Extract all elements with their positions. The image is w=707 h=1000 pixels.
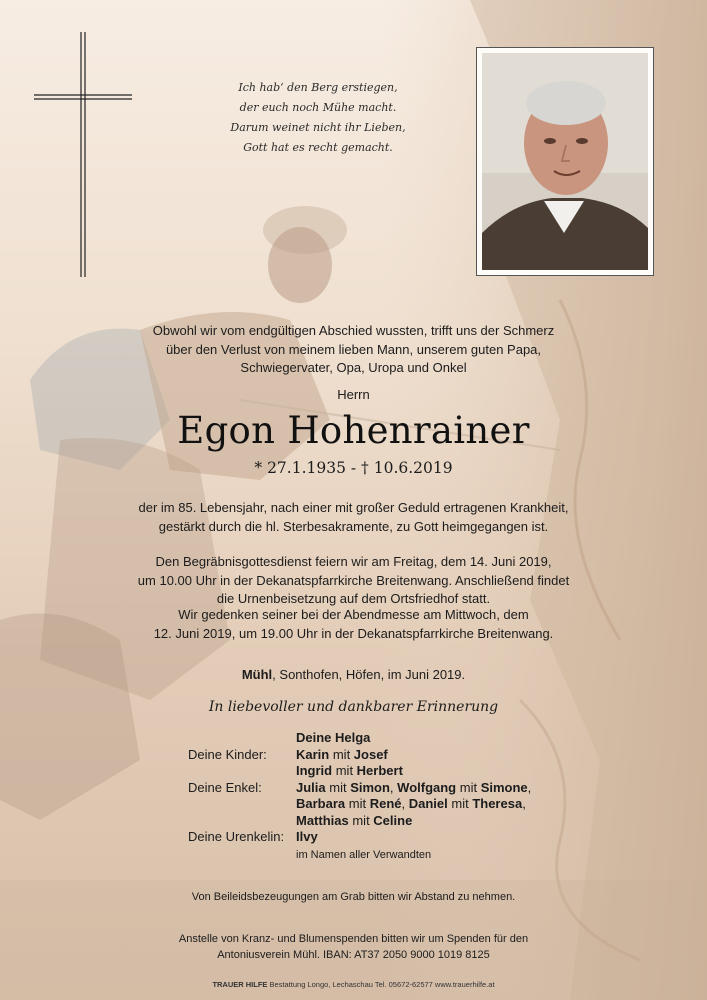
funeral-home-brand: TRAUER HILFE — [212, 980, 268, 989]
donation-line: Antoniusverein Mühl. IBAN: AT37 2050 9000 1019 8125 — [217, 949, 490, 961]
paragraph-line: Wir gedenken seiner bei der Abendmesse am Mittwoch, dem — [178, 607, 529, 622]
mourners-list — [0, 730, 707, 862]
grandchild-name: Daniel — [408, 796, 448, 811]
mourner-row — [0, 730, 707, 747]
children-label: Deine Kinder: — [188, 746, 267, 762]
wife-name: Deine Helga — [296, 730, 371, 745]
mourner-row — [0, 829, 707, 846]
memory-heading: In liebevoller und dankbarer Erinnerung — [208, 699, 499, 715]
paragraph-line: die Urnenbeisetzung auf dem Ortsfriedhof statt. — [216, 591, 491, 606]
poem-line: der euch noch Mühe macht. — [239, 101, 397, 114]
mourner-row: Deine Kinder: Karin mit Josef — [188, 746, 388, 762]
paragraph-line: um 10.00 Uhr in der Dekanatspfarrkirche Breitenwang. Anschließend findet — [137, 572, 570, 588]
cross-icon — [34, 32, 132, 277]
partner-name: Simone — [480, 779, 528, 795]
intro-line: über den Verlust von meinem lieben Mann, unserem guten Papa, — [165, 341, 542, 357]
child-name: Karin — [296, 746, 330, 762]
memorial-mass-paragraph — [0, 606, 707, 643]
poem-line: Ich hab‘ den Berg erstiegen, — [238, 81, 398, 94]
grandchildren-label: Deine Enkel: — [188, 779, 262, 795]
partner-name: Herbert — [356, 763, 403, 778]
portrait-frame — [476, 47, 654, 276]
paragraph-line: gestärkt durch die hl. Sterbesakramente, zu Gott heimgegangen ist. — [158, 518, 549, 534]
paragraph-line: der im 85. Lebensjahr, nach einer mit großer Geduld ertragenen Krankheit, — [138, 500, 569, 515]
partner-name: René — [369, 796, 402, 811]
paragraph-line: Den Begräbnisgottesdienst feiern wir am Freitag, dem 14. Juni 2019, — [155, 554, 552, 569]
grandchild-name: Wolfgang — [397, 779, 457, 795]
great-grandchildren-label: Deine Urenkelin: — [188, 829, 285, 844]
grandchild-name: Julia — [296, 779, 326, 795]
partner-name: Simon — [350, 779, 390, 795]
poem — [188, 78, 448, 158]
place-rest: , Sonthofen, Höfen, im Juni 2019. — [272, 667, 466, 682]
grandchild-name: Barbara — [296, 796, 346, 811]
donation-line: Anstelle von Kranz- und Blumenspenden bitten wir um Spenden für den — [178, 933, 529, 945]
grandchild-name: Matthias — [296, 812, 349, 828]
mourner-row: Ingrid mit Herbert — [296, 763, 403, 778]
poem-line: Darum weinet nicht ihr Lieben, — [230, 121, 406, 134]
place-and-date — [0, 667, 707, 682]
life-dates: * 27.1.1935 - † 10.6.2019 — [254, 459, 453, 477]
partner-name: Josef — [353, 746, 388, 762]
mourner-row: Matthias mit Celine — [296, 812, 413, 828]
intro-text — [0, 322, 707, 378]
family-name: Mühl — [241, 667, 273, 682]
mourner-row — [0, 846, 707, 863]
mourner-row: Barbara mit René, Daniel mit Theresa, — [296, 796, 526, 811]
donation-note — [0, 931, 707, 963]
portrait-photo — [482, 53, 648, 270]
funeral-home-footer — [0, 980, 707, 989]
salutation: Herrn — [337, 387, 370, 402]
deceased-name: Egon Hohenrainer — [177, 409, 530, 452]
paragraph-line: 12. Juni 2019, um 19.00 Uhr in der Dekanatspfarrkirche Breitenwang. — [153, 625, 554, 641]
great-grandchild-name: Ilvy — [296, 829, 318, 844]
relatives-note: im Namen aller Verwandten — [296, 848, 432, 861]
condolence-note: Von Beileidsbezeugungen am Grab bitten wir Abstand zu nehmen. — [191, 891, 516, 903]
child-name: Ingrid — [296, 763, 333, 778]
funeral-home-details: Bestattung Longo, Lechaschau Tel. 05672-62577 www.trauerhilfe.at — [267, 980, 495, 989]
intro-line: Obwohl wir vom endgültigen Abschied wussten, trifft uns der Schmerz — [152, 323, 555, 338]
poem-line: Gott hat es recht gemacht. — [243, 141, 393, 154]
partner-name: Theresa — [472, 796, 523, 811]
funeral-paragraph — [0, 553, 707, 609]
death-notice-paragraph — [0, 499, 707, 536]
intro-line: Schwiegervater, Opa, Uropa und Onkel — [240, 360, 467, 375]
partner-name: Celine — [373, 812, 413, 828]
mourner-row: Deine Enkel: Julia mit Simon, Wolfgang mit Simone, — [188, 779, 532, 795]
